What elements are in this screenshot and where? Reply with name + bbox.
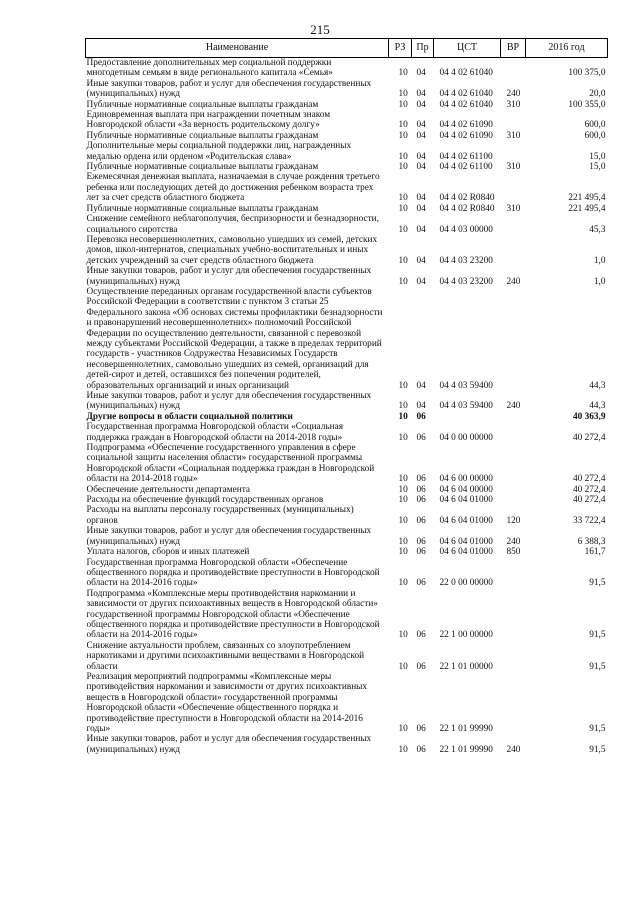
cell-rz: 10 [398,276,408,287]
cell-pr: 06 [416,495,426,506]
table-row [86,100,608,110]
table-row [86,641,608,672]
header-year: 2016 год [526,39,608,58]
table-row [86,422,608,443]
cell-name: Перевозка несовершеннолетних, самовольно ушедших из семей, детских домов, школ-интернатов, специальных учебно-воспитательных и иных детских учреждений за счет средств областного бюджета [86,234,378,266]
header-rz: РЗ [389,39,412,58]
cell-name: Подпрограмма «Обеспечение государственного управления в сфере социальной защиты населения области» государственной программы Новгородской области «Социальная поддержка граждан в Новгородской области на 2014-2018 годы» [86,443,375,485]
cell-cst: 22 1 01 99990 [439,744,493,755]
cell-cst: 04 4 02 61090 [439,130,493,141]
cell-amount: 1,0 [593,255,606,266]
cell-amount: 1,0 [593,276,606,287]
cell-pr: 04 [416,203,426,214]
cell-rz: 10 [398,630,408,641]
cell-cst: 04 4 02 61090 [439,120,493,131]
cell-name: Снижение актуальности проблем, связанных со злоупотреблением наркотиками и другими психоактивными веществами в Новгородской области [86,640,365,672]
cell-vr [501,443,526,485]
cell-name: Подпрограмма «Комплексные меры противодействия наркомании и зависимости от других психоактивных веществ в Новгородской области» государственной программы Новгородской области «Обеспечение общественного порядка и противодействие преступности в Новгородской области на 2014-2016 годы» [86,588,380,641]
cell-amount: 91,5 [589,661,606,672]
table-header-row [86,39,608,58]
cell-cst: 04 4 03 23200 [439,276,493,287]
cell-amount: 6 388,3 [577,536,606,547]
table-row [86,58,608,79]
table-row [86,141,608,162]
cell-pr: 04 [416,151,426,162]
cell-amount: 91,5 [589,578,606,589]
cell-rz: 10 [398,162,408,173]
table-row [86,79,608,100]
cell-pr: 06 [416,630,426,641]
table-row [86,558,608,589]
cell-name: Иные закупки товаров, работ и услуг для обеспечения государственных (муниципальных) нужд [86,78,372,100]
header-cst: ЦСТ [434,39,501,58]
cell-name: Ежемесячная денежная выплата, назначаемая в случае рождения третьего ребенка или последующих детей до достижения ребенком возраста трех лет за счет средств областного бюджета [86,172,380,204]
table-row [86,110,608,131]
table-row [86,172,608,203]
cell-cst: 04 6 00 00000 [439,474,493,485]
cell-cst: 04 6 04 01000 [439,495,493,506]
cell-vr [501,235,526,266]
cell-vr [501,422,526,443]
table-row [86,672,608,734]
cell-pr: 06 [416,536,426,547]
cell-amount: 100 375,0 [568,68,606,79]
cell-cst: 04 6 04 01000 [439,547,493,558]
cell-cst: 22 1 00 00000 [439,630,493,641]
cell-rz: 10 [398,495,408,506]
cell-amount: 33 722,4 [572,515,606,526]
cell-rz: 10 [398,151,408,162]
cell-rz: 10 [398,224,408,235]
cell-rz: 10 [398,547,408,558]
table-row [86,547,608,557]
cell-vr: 240 [506,401,521,412]
cell-vr: 310 [506,203,521,214]
cell-cst: 04 4 02 61040 [439,89,493,100]
table-row [86,162,608,172]
cell-rz: 10 [398,68,408,79]
cell-name: Иные закупки товаров, работ и услуг для обеспечения государственных (муниципальных) нужд [86,391,372,412]
table-row [86,505,608,526]
cell-cst: 22 1 01 99990 [439,724,493,734]
cell-amount: 91,5 [589,630,606,641]
cell-cst [434,412,501,422]
cell-pr: 04 [416,68,426,79]
cell-rz: 10 [398,661,408,672]
cell-pr: 04 [416,120,426,131]
cell-rz: 10 [398,484,408,495]
cell-pr: 06 [416,661,426,672]
cell-pr: 04 [416,401,426,412]
cell-pr: 06 [416,474,426,485]
cell-vr: 310 [506,162,521,173]
cell-vr: 240 [506,276,521,287]
cell-amount: 40 272,4 [572,495,606,506]
cell-amount: 91,5 [589,724,606,734]
cell-rz: 10 [398,130,408,141]
table-row [86,266,608,287]
table-row [86,131,608,141]
table-row [86,495,608,505]
cell-cst: 04 4 02 R0840 [439,193,495,204]
cell-rz: 10 [398,99,408,110]
cell-pr: 06 [416,578,426,589]
cell-name: Осуществление переданных органам государственной власти субъектов Российской Федерации в соответствии с пунктом 3 статьи 25 Федерального закона «Об основах системы профилактики безнадзорности и правонарушений несовершеннолетних» полномочий Российской Федерации по осуществлению деятельности, связанной с перевозкой между субъектами Российской Федерации, а также в пределах территорий государств - участников Содружества Независимых Государств несовершеннолетних, самовольно ушедших из семей, организаций для детей-сирот и детей, оставшихся без попечения родителей, образовательных организаций и иных организаций [86,286,383,391]
cell-cst: 04 4 02 61100 [439,151,493,162]
cell-rz: 10 [398,89,408,100]
cell-name: Публичные нормативные социальные выплаты гражданам [86,130,319,141]
cell-vr: 850 [506,547,521,558]
cell-name: Реализация мероприятий подпрограммы «Комплексные меры противодействия наркомании и зависимости от других психоактивных веществ в Новгородской области» государственной программы Новгородской области «Обеспечение общественного порядка и противодействие преступности в Новгородской области на 2014-2016 годы» [86,671,368,734]
cell-cst: 04 4 03 00000 [439,224,493,235]
cell-name: Государственная программа Новгородской области «Обеспечение общественного порядка и противодействие преступности в Новгородской области на 2014-2016 годы» [86,557,380,589]
cell-vr: 310 [506,99,521,110]
cell-name: Единовременная выплата при награждении почетным знаком Новгородской области «За верность родительскому долгу» [86,110,331,131]
table-row [86,485,608,495]
cell-amount: 221 495,4 [568,203,606,214]
cell-name: Дополнительные меры социальной поддержки лиц, награжденных медалью ордена или орденом «Родительская слава» [86,141,352,162]
cell-vr [501,214,526,235]
cell-amount: 161,7 [584,547,606,558]
table-row [86,287,608,391]
cell-vr [501,412,526,422]
cell-amount: 44,3 [589,401,606,412]
page-number: 215 [310,22,330,37]
cell-rz: 10 [398,515,408,526]
cell-rz: 10 [398,744,408,755]
table-row [86,204,608,214]
cell-pr: 06 [416,547,426,558]
cell-name: Предоставление дополнительных мер социальной поддержки многодетным семьям в виде регионального капитала «Семья» [86,58,333,79]
cell-rz: 10 [398,536,408,547]
cell-pr: 06 [416,411,426,422]
cell-cst: 04 4 03 23200 [439,255,493,266]
cell-rz: 10 [398,203,408,214]
header-name: Наименование [86,39,389,58]
cell-pr: 06 [416,744,426,755]
cell-pr: 06 [416,724,426,734]
cell-amount: 221 495,4 [568,193,606,204]
cell-rz: 10 [398,578,408,589]
header-pr: Пр [412,39,434,58]
cell-name: Расходы на обеспечение функций государственных органов [86,495,324,506]
cell-cst: 04 6 04 01000 [439,515,493,526]
cell-cst: 04 4 03 59400 [439,380,493,391]
cell-pr: 06 [416,432,426,443]
cell-name: Уплата налогов, сборов и иных платежей [86,547,250,558]
cell-name: Государственная программа Новгородской области «Социальная поддержка граждан в Новгородской области на 2014-2018 годы» [86,422,344,443]
cell-vr [501,485,526,495]
cell-cst: 04 4 02 61040 [439,99,493,110]
cell-rz: 10 [398,401,408,412]
cell-vr: 240 [506,536,521,547]
cell-name: Снижение семейного неблагополучия, беспризорности и безнадзорности, социального сиротства [86,214,379,235]
cell-vr [501,110,526,131]
cell-pr: 04 [416,162,426,173]
cell-vr [501,589,526,641]
cell-amount: 20,0 [589,89,606,100]
cell-vr [501,141,526,162]
cell-cst: 04 4 03 59400 [439,401,493,412]
cell-pr: 06 [416,515,426,526]
cell-amount: 15,0 [589,151,606,162]
cell-vr [501,58,526,79]
cell-vr [501,672,526,734]
cell-pr: 04 [416,130,426,141]
cell-vr [501,287,526,391]
cell-vr [501,172,526,203]
cell-amount: 45,3 [589,224,606,235]
table-row [86,235,608,266]
cell-cst: 04 0 00 00000 [439,432,493,443]
table-row [86,526,608,547]
cell-pr: 04 [416,89,426,100]
cell-cst: 22 0 00 00000 [439,578,493,589]
cell-vr [501,641,526,672]
cell-name: Другие вопросы в области социальной политики [86,411,293,422]
cell-amount: 44,3 [589,380,606,391]
cell-cst: 04 4 02 R0840 [439,203,495,214]
cell-name: Иные закупки товаров, работ и услуг для обеспечения государственных (муниципальных) нужд [86,734,372,755]
cell-pr: 04 [416,255,426,266]
cell-amount: 100 355,0 [568,99,606,110]
cell-rz: 10 [398,724,408,734]
cell-name: Публичные нормативные социальные выплаты гражданам [86,162,319,173]
cell-rz: 10 [398,411,408,422]
cell-pr: 04 [416,276,426,287]
cell-pr: 04 [416,99,426,110]
cell-amount: 40 363,9 [572,411,606,422]
cell-pr: 04 [416,193,426,204]
cell-name: Иные закупки товаров, работ и услуг для обеспечения государственных (муниципальных) нужд [86,526,372,547]
cell-vr [501,558,526,589]
table-row [86,734,608,755]
budget-table [85,38,608,755]
cell-cst: 04 6 04 01000 [439,536,493,547]
cell-amount: 600,0 [584,120,606,131]
cell-vr: 240 [506,744,521,755]
cell-cst: 04 4 02 61100 [439,162,493,173]
cell-cst: 04 6 04 00000 [439,484,493,495]
cell-rz: 10 [398,255,408,266]
cell-rz: 10 [398,380,408,391]
cell-amount: 40 272,4 [572,484,606,495]
cell-amount: 15,0 [589,162,606,173]
cell-rz: 10 [398,474,408,485]
cell-vr [501,495,526,505]
cell-amount: 600,0 [584,130,606,141]
cell-name: Иные закупки товаров, работ и услуг для обеспечения государственных (муниципальных) нужд [86,266,372,287]
cell-cst: 04 4 02 61040 [439,68,493,79]
cell-rz: 10 [398,120,408,131]
cell-vr: 310 [506,130,521,141]
cell-cst: 22 1 01 00000 [439,661,493,672]
table-row [86,412,608,422]
cell-rz: 10 [398,432,408,443]
table-row [86,214,608,235]
table-row [86,391,608,412]
header-vr: ВР [501,39,526,58]
cell-pr: 04 [416,380,426,391]
cell-pr: 04 [416,224,426,235]
cell-name: Публичные нормативные социальные выплаты гражданам [86,203,319,214]
table-row [86,443,608,485]
cell-rz: 10 [398,193,408,204]
cell-amount: 40 272,4 [572,432,606,443]
cell-vr: 120 [506,515,521,526]
cell-name: Публичные нормативные социальные выплаты гражданам [86,99,319,110]
cell-pr: 06 [416,484,426,495]
cell-amount: 91,5 [589,744,606,755]
table-row [86,589,608,641]
cell-vr: 240 [506,89,521,100]
cell-amount: 40 272,4 [572,474,606,485]
cell-name: Обеспечение деятельности департамента [86,484,250,495]
cell-name: Расходы на выплаты персоналу государственных (муниципальных) органов [86,505,354,526]
